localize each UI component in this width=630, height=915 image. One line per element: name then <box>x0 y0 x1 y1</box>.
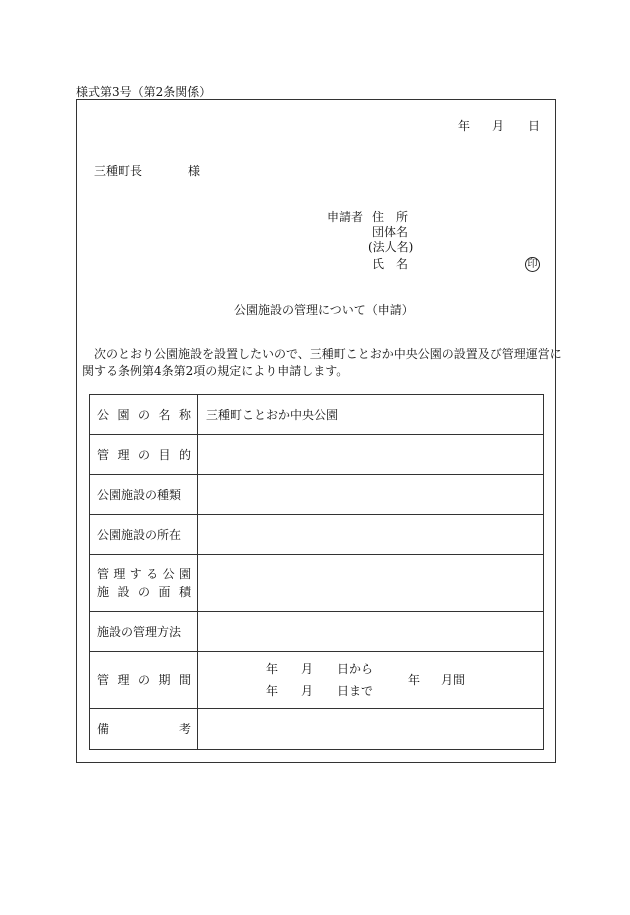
period-to-year: 年 <box>266 684 279 698</box>
value-management-period[interactable] <box>198 652 544 709</box>
table-row <box>90 435 544 475</box>
value-facility-location[interactable] <box>198 515 544 555</box>
label-remarks: 備 考 <box>90 709 198 750</box>
table-row <box>90 612 544 652</box>
addressee-honorific: 様 <box>188 164 201 178</box>
value-management-method[interactable] <box>198 612 544 652</box>
body-line-2: 関する条例第4条第2項の規定により申請します。 <box>82 364 349 378</box>
label-management-period: 管 理 の 期 間 <box>90 652 198 709</box>
table-row <box>90 709 544 750</box>
period-from-year: 年 <box>266 662 279 676</box>
label-facility-area: 管 理 す る 公 園 施 設 の 面 積 <box>90 555 198 612</box>
label-facility-type: 公園施設の種類 <box>90 475 198 515</box>
period-to-month: 月 <box>301 684 314 698</box>
label-purpose: 管 理 の 目 的 <box>90 435 198 475</box>
seal-mark: 印 <box>525 257 540 272</box>
body-line-1: 次のとおり公園施設を設置したいので、三種町ことおか中央公園の設置及び管理運営に <box>94 347 562 361</box>
label-facility-location: 公園施設の所在 <box>90 515 198 555</box>
period-total-month: 月間 <box>441 673 466 687</box>
value-facility-area[interactable] <box>198 555 544 612</box>
applicant-name-label: 氏 名 <box>372 257 409 271</box>
application-table <box>89 394 544 750</box>
label-park-name: 公 園 の 名 称 <box>90 395 198 435</box>
applicant-label: 申請者 <box>327 210 364 224</box>
table-row <box>90 652 544 709</box>
period-from-month: 月 <box>301 662 314 676</box>
value-purpose[interactable] <box>198 435 544 475</box>
label-management-method: 施設の管理方法 <box>90 612 198 652</box>
period-to-day: 日まで <box>337 684 374 698</box>
table-row <box>90 475 544 515</box>
value-facility-type[interactable] <box>198 475 544 515</box>
applicant-address-label: 住 所 <box>372 210 409 224</box>
form-number: 様式第3号（第2条関係） <box>76 85 212 99</box>
value-park-name[interactable]: 三種町ことおか中央公園 <box>198 395 544 435</box>
date-day: 日 <box>528 119 541 133</box>
period-from-day: 日から <box>337 662 374 676</box>
addressee-name: 三種町長 <box>94 164 143 178</box>
document-title: 公園施設の管理について（申請） <box>234 303 414 317</box>
date-month: 月 <box>492 119 505 133</box>
period-total-year: 年 <box>408 673 421 687</box>
applicant-corp-label: (法人名) <box>368 240 414 254</box>
table-row <box>90 395 544 435</box>
table-row <box>90 515 544 555</box>
date-year: 年 <box>458 119 471 133</box>
value-remarks[interactable] <box>198 709 544 750</box>
table-row <box>90 555 544 612</box>
applicant-org-label: 団体名 <box>372 225 409 239</box>
